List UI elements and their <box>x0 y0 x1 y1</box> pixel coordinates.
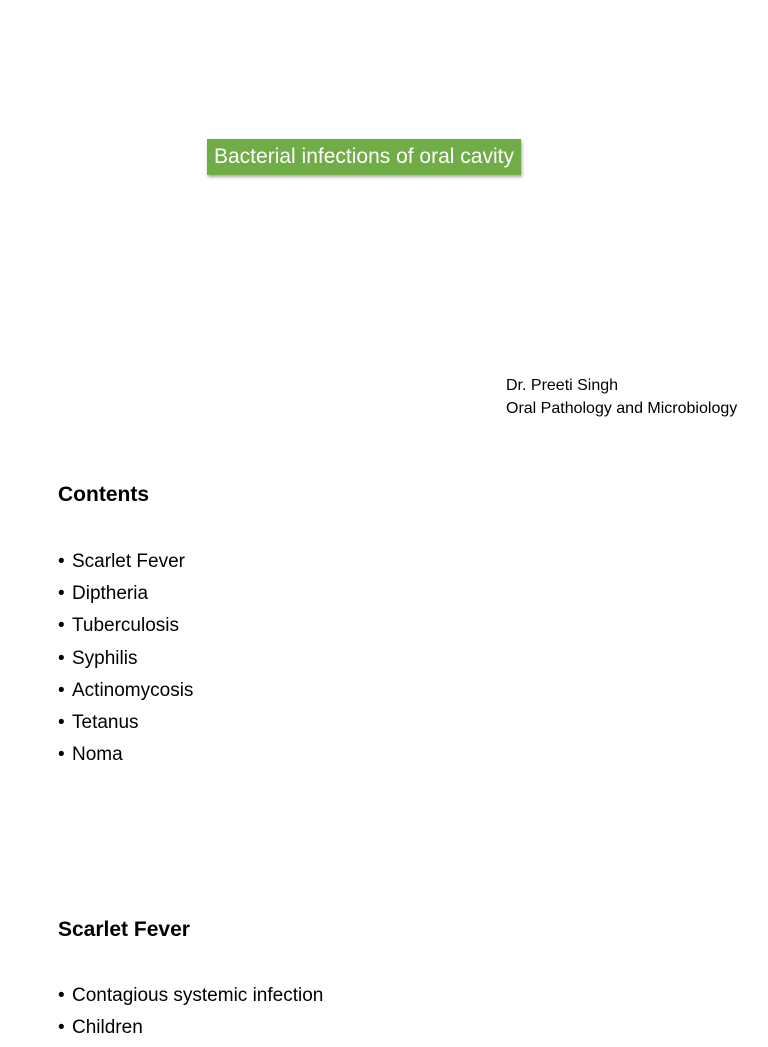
list-item-text: Contagious systemic infection <box>72 985 324 1006</box>
list-item <box>58 646 193 678</box>
list-item-text: Noma <box>72 744 123 766</box>
bullet-icon: • <box>58 583 65 605</box>
list-item-text: Tuberculosis <box>72 615 180 637</box>
list-item-text: Diptheria <box>72 583 149 605</box>
list-item-text: Tetanus <box>72 711 139 733</box>
title-slide <box>0 0 768 450</box>
scarlet-fever-heading: Scarlet Fever <box>58 918 190 941</box>
list-item-text: Actinomycosis <box>72 679 194 701</box>
list-item-text: Syphilis <box>72 647 138 669</box>
bullet-icon: • <box>58 679 65 701</box>
scarlet-fever-list <box>58 983 323 1047</box>
list-item <box>58 983 323 1015</box>
list-item <box>58 678 193 710</box>
scarlet-fever-slide <box>0 890 768 1039</box>
bullet-icon: • <box>58 744 65 766</box>
list-item <box>58 613 193 645</box>
bullet-icon: • <box>58 551 65 572</box>
bullet-icon: • <box>58 985 65 1006</box>
presentation-title: Bacterial infections of oral cavity <box>207 139 521 175</box>
list-item-text: Children <box>72 1017 143 1039</box>
list-item <box>58 549 193 581</box>
list-item <box>58 1015 323 1047</box>
contents-heading: Contents <box>58 483 149 506</box>
bullet-icon: • <box>58 711 65 733</box>
author-block <box>506 374 737 420</box>
contents-list <box>58 549 193 774</box>
list-item-text: Scarlet Fever <box>72 551 185 572</box>
contents-slide <box>0 450 768 890</box>
bullet-icon: • <box>58 647 65 669</box>
bullet-icon: • <box>58 1017 65 1039</box>
bullet-icon: • <box>58 615 65 637</box>
list-item <box>58 581 193 613</box>
list-item <box>58 742 193 774</box>
author-department: Oral Pathology and Microbiology <box>506 400 738 417</box>
author-name: Dr. Preeti Singh <box>506 377 619 394</box>
list-item <box>58 710 193 742</box>
